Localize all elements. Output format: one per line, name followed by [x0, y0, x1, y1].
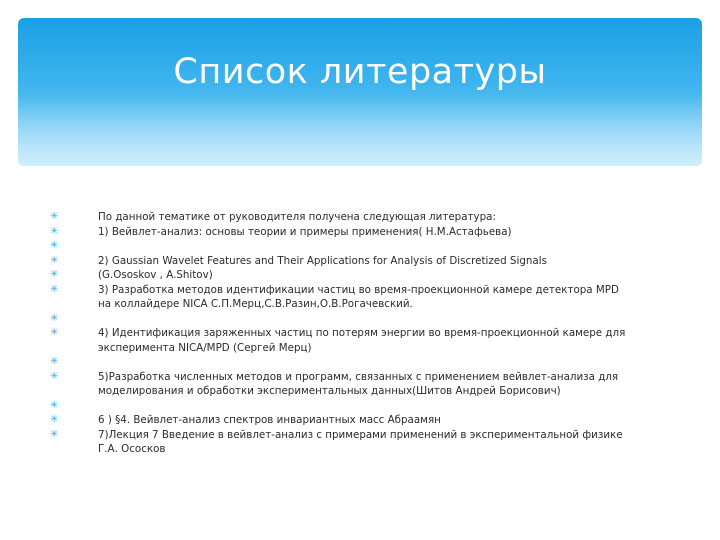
star-bullet-icon: ✳	[50, 254, 59, 266]
list-item-line: 6 ) §4. Вейвлет-анализ спектров инвариантных масс Абраамян	[98, 414, 441, 426]
title-banner	[18, 18, 702, 166]
list-item	[50, 225, 650, 240]
list-item	[50, 268, 650, 283]
star-bullet-icon: ✳	[50, 327, 59, 338]
list-item-line: (G.Ososkov , A.Shitov)	[98, 269, 213, 281]
list-item	[50, 355, 650, 370]
list-item	[50, 254, 650, 269]
reference-list	[50, 210, 650, 457]
list-item	[50, 370, 650, 399]
list-item	[50, 239, 650, 254]
star-bullet-icon: ✳	[50, 269, 59, 280]
star-bullet-icon: ✳	[50, 312, 59, 324]
star-bullet-icon: ✳	[50, 225, 59, 237]
star-bullet-icon: ✳	[50, 240, 59, 251]
list-item-line: эксперимента NICA/MPD (Сергей Мерц)	[98, 341, 312, 354]
list-item	[50, 413, 650, 428]
star-bullet-icon: ✳	[50, 370, 59, 382]
list-item-line: 5)Разработка численных методов и программ, связанных с применением вейвлет-анализа для	[98, 370, 619, 383]
list-item	[50, 399, 650, 414]
list-item	[50, 283, 650, 312]
list-item	[50, 326, 650, 355]
list-item-line: Г.А. Ососков	[98, 443, 166, 455]
list-item	[50, 210, 650, 225]
list-item-line: 2) Gaussian Wavelet Features and Their Applications for Analysis of Discretized Signals	[98, 254, 547, 267]
list-item-line: 7)Лекция 7 Введение в вейвлет-анализ с примерами применений в экспериментальной физике	[98, 428, 623, 441]
star-bullet-icon: ✳	[50, 399, 59, 411]
list-item-line: 4) Идентификация заряженных частиц по потерям энергии во время-проекционной камере для	[98, 327, 626, 339]
list-item-line: на коллайдере NICA С.П.Мерц,С.В.Разин,О.В.Рогачевский.	[98, 298, 413, 310]
list-item-line: По данной тематике от руководителя получена следующая литература:	[98, 211, 496, 223]
slide-title: Список литературы	[173, 52, 547, 92]
list-item	[50, 312, 650, 327]
star-bullet-icon: ✳	[50, 428, 59, 440]
star-bullet-icon: ✳	[50, 283, 59, 295]
list-item-line: 1) Вейвлет-анализ: основы теории и примеры применения( Н.М.Астафьева)	[98, 225, 512, 238]
list-item	[50, 428, 650, 457]
star-bullet-icon: ✳	[50, 211, 59, 222]
star-bullet-icon: ✳	[50, 356, 59, 367]
list-item-line: 3) Разработка методов идентификации частиц во время-проекционной камере детектора MPD	[98, 283, 619, 296]
list-item-line: моделирования и обработки экспериментальных данных(Шитов Андрей Борисович)	[98, 385, 561, 397]
star-bullet-icon: ✳	[50, 414, 59, 425]
